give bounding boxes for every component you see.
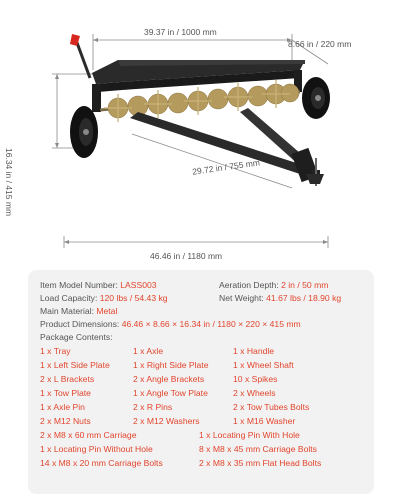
product-dimensions-value: 46.46 × 8.66 × 16.34 in / 1180 × 220 × 415 mm [121,319,301,329]
content-item: 1 x M16 Washer [233,416,296,426]
main-material-label: Main Material: [40,306,94,316]
dimension-depth: 8.66 in / 220 mm [288,39,352,49]
aeration-depth-value: 2 in / 50 mm [281,280,329,290]
content-item: 1 x Locating Pin Without Hole [40,444,153,454]
content-item: 2 x L Brackets [40,374,95,384]
content-item: 2 x Tow Tubes Bolts [233,402,310,412]
right-wheel [302,77,330,119]
product-dimensions-label: Product Dimensions: [40,319,120,329]
dimension-tow-length: 29.72 in / 755 mm [191,157,261,177]
content-item: 1 x Axle [133,346,164,356]
content-item: 2 x M12 Washers [133,416,200,426]
content-item: 8 x M8 x 45 mm Carriage Bolts [199,444,317,454]
model-number-label: Item Model Number: [40,280,118,290]
content-item: 1 x Axle Pin [40,402,85,412]
load-capacity-row [40,293,168,303]
content-item: 2 x M8 x 60 mm Carriage [40,430,137,440]
content-item: 1 x Wheel Shaft [233,360,294,370]
net-weight-label: Net Weight: [219,293,264,303]
package-contents-heading: Package Contents: [40,332,113,342]
net-weight-value: 41.67 lbs / 18.90 kg [266,293,342,303]
main-material-row [40,306,117,316]
load-capacity-label: Load Capacity: [40,293,98,303]
content-item: 2 x Wheels [233,388,276,398]
content-item: 1 x Right Side Plate [133,360,209,370]
content-item: 2 x M12 Nuts [40,416,91,426]
dimension-overall-length: 46.46 in / 1180 mm [150,251,223,261]
tow-bar [130,108,324,186]
content-item: 2 x M8 x 35 mm Flat Head Bolts [199,458,322,468]
content-item: 1 x Handle [233,346,275,356]
aeration-depth-label: Aeration Depth: [219,280,279,290]
content-item: 10 x Spikes [233,374,278,384]
content-item: 2 x Angle Brackets [133,374,205,384]
content-item: 1 x Left Side Plate [40,360,110,370]
net-weight-row [219,293,341,303]
main-material-value: Metal [96,306,118,316]
content-item: 1 x Tray [40,346,71,356]
aeration-depth-row [219,280,328,290]
content-item: 1 x Locating Pin With Hole [199,430,300,440]
dimension-height: 16.34 in / 415 mm [4,148,14,217]
content-item: 1 x Angle Tow Plate [133,388,208,398]
load-capacity-value: 120 lbs / 54.43 kg [99,293,168,303]
product-dimensions-row [40,319,301,329]
content-item: 1 x Tow Plate [40,388,91,398]
content-item: 14 x M8 x 20 mm Carriage Bolts [40,458,163,468]
red-handle [70,34,90,78]
dimension-length: 39.37 in / 1000 mm [144,27,217,37]
model-number-value: LASS003 [120,280,157,290]
content-item: 2 x R Pins [133,402,173,412]
model-number-row [40,280,157,290]
left-wheel [70,106,98,158]
